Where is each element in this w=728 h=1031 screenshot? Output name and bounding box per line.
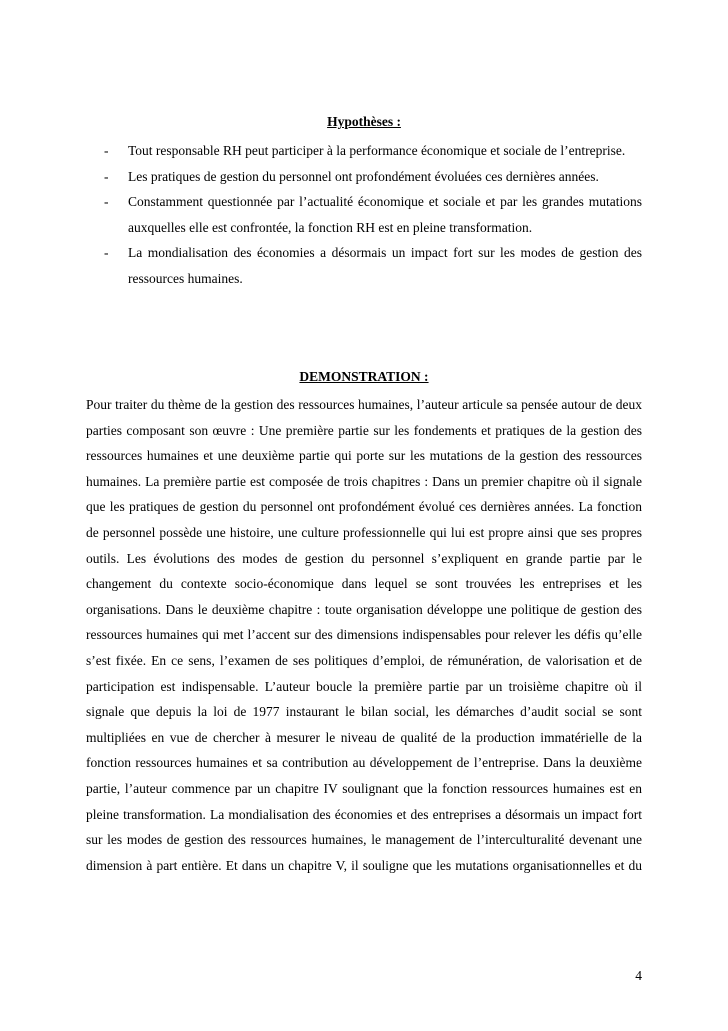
list-item (0, 138, 642, 164)
bullet-dash: - (104, 168, 109, 184)
bullet-dash: - (104, 245, 109, 260)
list-item (0, 164, 642, 190)
list-item-text: La mondialisation des économies a désormais un impact fort sur les modes de gestion des ressources humaines. (128, 245, 642, 286)
page-number: 4 (635, 968, 642, 983)
demonstration-heading (0, 369, 728, 385)
body-paragraph: Pour traiter du thème de la gestion des ressources humaines, l’auteur articule sa pensée autour de deux parties composant son œuvre : Une première partie sur les fondements et pratiques de la gestion des ressources humaines et une deuxième partie qui porte sur les mutations de la gestion des ressources humaines. La première partie est composée de trois chapitres : Dans un premier chapitre où il signale que les pratiques de gestion du personnel ont profondément évolué ces dernières années. La fonction de personnel possède une histoire, une culture professionnelle qui lui est propre ainsi que ses propres outils. Les évolutions des modes de gestion du personnel s’expliquent en grande partie par le changement du contexte socio-économique dans lequel se sont trouvées les entreprises et les organisations. Dans le deuxième chapitre : toute organisation développe une politique de gestion des ressources humaines qui met l’accent sur des dimensions indispensables pour relever les défis qu’elle s’est fixée. En ce sens, l’examen de ses politiques d’emploi, de rémunération, de valorisation et de participation est indispensable. L’auteur boucle la première partie par un troisième chapitre où il signale que depuis la loi de 1977 instaurant le bilan social, les démarches d’audit social se sont multipliées en vue de chercher à mesurer le niveau de qualité de la production immatérielle de la fonction ressources humaines et sa contribution au développement de l’entreprise. Dans la deuxième partie, l’auteur commence par un chapitre IV soulignant que la fonction ressources humaines est en pleine transformation. La mondialisation des économies et des entreprises a désormais un impact fort sur les modes de gestion des ressources humaines, le management de l’interculturalité devenant une dimension à part entière. Et dans un chapitre V, il souligne que les mutations organisationnelles et du (86, 397, 642, 873)
hypotheses-heading (0, 114, 728, 130)
list-item-text: Constamment questionnée par l’actualité économique et sociale et par les grandes mutations auxquelles elle est confrontée, la fonction RH est en pleine transformation. (128, 194, 642, 235)
list-item (0, 189, 642, 240)
demonstration-heading-text: DEMONSTRATION : (299, 369, 429, 384)
hypotheses-list (0, 138, 642, 291)
bullet-dash: - (104, 194, 109, 209)
hypotheses-heading-text: Hypothèses : (327, 114, 401, 129)
list-item (0, 240, 642, 291)
list-item-text: Tout responsable RH peut participer à la performance économique et sociale de l’entreprise. (128, 143, 626, 158)
bullet-dash: - (104, 143, 109, 158)
list-item-text: Les pratiques de gestion du personnel ont profondément évoluées ces dernières années. (128, 168, 599, 184)
